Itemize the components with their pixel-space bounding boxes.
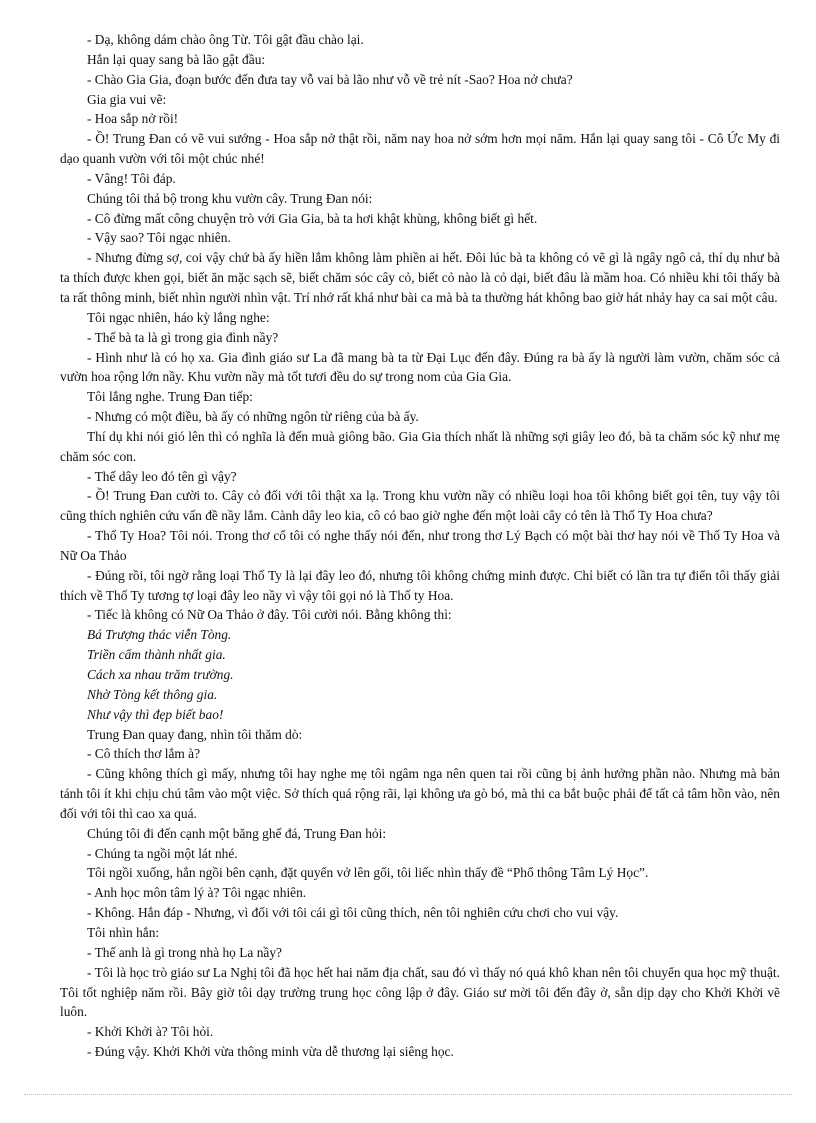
- poem-line: Cách xa nhau trăm trường.: [87, 667, 234, 682]
- paragraph: - Cô thích thơ lắm à?: [87, 746, 201, 762]
- paragraph: Trung Đan quay đang, nhìn tôi thăm dò:: [87, 726, 303, 742]
- paragraph: Tôi ngạc nhiên, háo kỳ lắng nghe:: [87, 309, 270, 325]
- paragraph: - Ồ! Trung Đan có vẽ vui sướng - Hoa sắp nở thật rồi, năm nay hoa nở sớm hơn mọi năm. Hắn lại quay sang tôi - Cô Ức My đi dạo quanh vườn với tôi một chúc nhé!: [60, 131, 780, 167]
- poem-line: Nhờ Tòng kết thông gia.: [87, 686, 218, 702]
- paragraph: - Khởi Khởi à? Tôi hỏi.: [87, 1024, 214, 1040]
- paragraph: Hắn lại quay sang bà lão gật đầu:: [87, 51, 266, 67]
- paragraph: - Chào Gia Gia, đoạn bước đến đưa tay vỗ vai bà lão như vỗ về trẻ nít -Sao? Hoa nở chưa?: [87, 71, 573, 87]
- document-page: [60, 30, 780, 1062]
- poem-line: Triền cẩm thành nhất gia.: [87, 647, 226, 663]
- paragraph: - Đúng rồi, tôi ngờ rằng loại Thố Ty là lại đây leo đó, nhưng tôi không chứng minh được. Chỉ biết có lần tra tự điển tôi thấy giải thích về Thố Ty tương tợ loại đây leo nầy vì vậy tôi gọi nó là Thố ty Hoa.: [60, 567, 780, 603]
- poem-line: Như vậy thì đẹp biết bao!: [87, 706, 224, 722]
- paragraph: - Vậy sao? Tôi ngạc nhiên.: [87, 230, 231, 246]
- paragraph: - Thế anh là gì trong nhà họ La nầy?: [87, 944, 282, 960]
- paragraph: - Cô đừng mất công chuyện trò với Gia Gia, bà ta hơi khật khùng, không biết gì hết.: [87, 210, 538, 226]
- paragraph: - Nhưng đừng sợ, coi vậy chứ bà ấy hiền lắm không làm phiền ai hết. Đôi lúc bà ta không có vẽ gì là ngây ngô cả, thí dụ như bà ta thích được khen gọi, biết ăn mặc sạch sẽ, biết chăm sóc cây cỏ, biết cỏ nào là cỏ dại, biết đâu là mầm hoa. Có nhiều khi tôi thấy bà ta rất thông minh, biết nhìn người nhìn vật. Trí nhớ rất khá như bài ca mà bà ta thường hát không bao giờ hát nhảy hay ca sai một câu.: [60, 250, 780, 305]
- paragraph: - Dạ, không dám chào ông Từ. Tôi gật đầu chào lại.: [87, 32, 364, 47]
- paragraph: - Nhưng có một điều, bà ấy có những ngôn từ riêng của bà ấy.: [87, 409, 419, 425]
- paragraph: Tôi nhìn hắn:: [87, 924, 160, 940]
- paragraph: Chúng tôi đi đến cạnh một băng ghế đá, Trung Đan hỏi:: [87, 825, 387, 841]
- page-bottom-divider: [24, 1094, 792, 1095]
- paragraph: - Thố Ty Hoa? Tôi nói. Trong thơ cổ tôi có nghe thấy nói đến, như trong thơ Lý Bạch có một bài thơ hay nói về Thố Ty Hoa và Nữ Oa Thảo: [60, 528, 780, 563]
- paragraph: - Thế dây leo đó tên gì vậy?: [87, 468, 237, 484]
- paragraph: Tôi lắng nghe. Trung Đan tiếp:: [87, 389, 253, 405]
- paragraph: - Thế bà ta là gì trong gia đình nầy?: [87, 329, 279, 345]
- paragraph: - Vâng! Tôi đáp.: [87, 170, 176, 186]
- paragraph: - Hoa sắp nở rồi!: [87, 111, 179, 127]
- paragraph: - Cũng không thích gì mấy, nhưng tôi hay nghe mẹ tôi ngâm nga nên quen tai rồi cũng bị ảnh hưởng phần nào. Nhưng mà bản tánh tôi ít khi chịu chú tâm vào một việc. Sở thích quá rộng rãi, lại không ưa gò bó, mà thi ca bắt buộc phải để tất cả tâm hồn vào, nên đối với tôi thì cao xa quá.: [60, 766, 780, 821]
- paragraph: - Tiếc là không có Nữ Oa Thảo ở đây. Tôi cười nói. Bằng không thì:: [87, 607, 452, 623]
- paragraph: - Ồ! Trung Đan cười to. Cây cỏ đối với tôi thật xa lạ. Trong khu vườn nầy có nhiều loại hoa tôi không biết gọi tên, tuy vậy tôi cũng thích nghiên cứu vấn đề nầy lắm. Cành dây leo kia, cô có bao giờ nghe đến một loài cây có tên là Thố Ty Hoa chưa?: [60, 488, 780, 524]
- paragraph: - Chúng ta ngồi một lát nhé.: [87, 845, 238, 861]
- paragraph: Thí dụ khi nói gió lên thì có nghĩa là đến muà giông bão. Gia Gia thích nhất là những sợi giây leo đó, bà ta chăm sóc kỹ như mẹ chăm sóc con.: [60, 428, 780, 464]
- paragraph: Tôi ngồi xuống, hắn ngồi bên cạnh, đặt quyển vở lên gối, tôi liếc nhìn thấy đề “Phổ thông Tâm Lý Học”.: [87, 865, 649, 881]
- paragraph: Gia gia vui vẽ:: [87, 91, 167, 107]
- paragraph: - Anh học môn tâm lý à? Tôi ngạc nhiên.: [87, 885, 307, 901]
- paragraph: - Tôi là học trò giáo sư La Nghị tôi đã học hết hai năm địa chất, sau đó vì thấy nó quá khô khan nên tôi chuyển qua học mỹ thuật. Tôi tốt nghiệp năm rồi. Bây giờ tôi dạy trường trung học công lập ở đây. Giáo sư mời tôi đến đây ở, sẵn dịp dạy cho Khởi Khởi vẽ luôn.: [60, 964, 780, 1020]
- paragraph: Chúng tôi thả bộ trong khu vườn cây. Trung Đan nói:: [87, 190, 373, 206]
- paragraph: - Không. Hắn đáp - Nhưng, vì đối với tôi cái gì tôi cũng thích, nên tôi nghiên cứu chơi cho vui vậy.: [87, 905, 619, 921]
- poem-line: Bá Trượng thác viễn Tòng.: [87, 627, 232, 643]
- paragraph: - Đúng vậy. Khởi Khởi vừa thông minh vừa dễ thương lại siêng học.: [87, 1044, 454, 1060]
- paragraph: - Hình như là có họ xa. Gia đình giáo sư La đã mang bà ta từ Đại Lục đến đây. Đúng ra bà ấy là người làm vườn, chăm sóc cả vườn hoa rộng lớn nầy. Khu vườn nầy mà tốt tươi đều do sự trong nom của Gia Gia.: [60, 349, 780, 385]
